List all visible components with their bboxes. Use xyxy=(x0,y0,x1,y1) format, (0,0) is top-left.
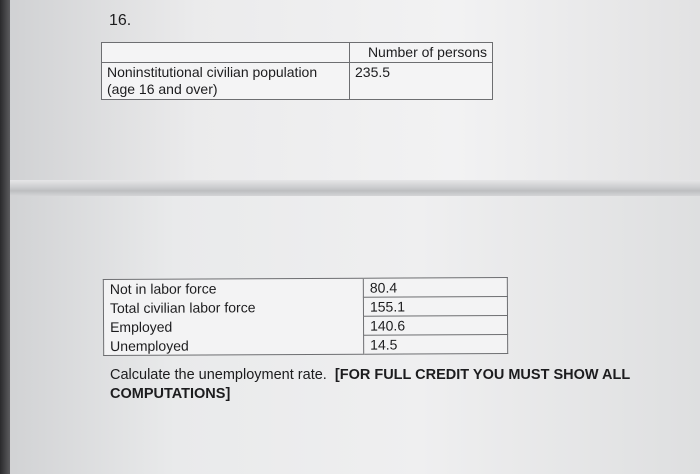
row-value: 140.6 xyxy=(363,315,507,335)
instruction-emphasis-line1: [FOR FULL CREDIT YOU MUST SHOW ALL xyxy=(334,367,631,383)
row-label: Total civilian labor force xyxy=(103,297,363,317)
dark-left-edge xyxy=(0,0,10,474)
population-label-line1: Noninstitutional civilian population xyxy=(107,64,318,80)
instruction-text xyxy=(110,366,700,404)
question-number: 16. xyxy=(109,12,132,29)
table-row xyxy=(103,296,507,317)
row-label: Unemployed xyxy=(104,335,364,355)
row-value: 14.5 xyxy=(364,334,508,354)
population-label-cell xyxy=(102,63,350,100)
table-row xyxy=(103,277,507,298)
row-value: 80.4 xyxy=(363,277,507,297)
row-label: Employed xyxy=(104,316,364,336)
instruction-emphasis-line2: COMPUTATIONS] xyxy=(110,386,231,402)
row-value: 155.1 xyxy=(363,296,507,316)
number-of-persons-header: Number of persons xyxy=(350,43,493,63)
population-value: 235.5 xyxy=(350,63,493,100)
table-row xyxy=(104,334,508,355)
labor-force-table xyxy=(103,277,508,356)
population-label-line2: (age 16 and over) xyxy=(107,81,218,97)
row-label: Not in labor force xyxy=(103,278,363,298)
population-table xyxy=(101,42,493,100)
table-row xyxy=(102,63,493,100)
table-row xyxy=(102,43,493,63)
instruction-plain: Calculate the unemployment rate. xyxy=(110,367,327,383)
table-row xyxy=(104,315,508,336)
empty-header-cell xyxy=(102,43,350,63)
